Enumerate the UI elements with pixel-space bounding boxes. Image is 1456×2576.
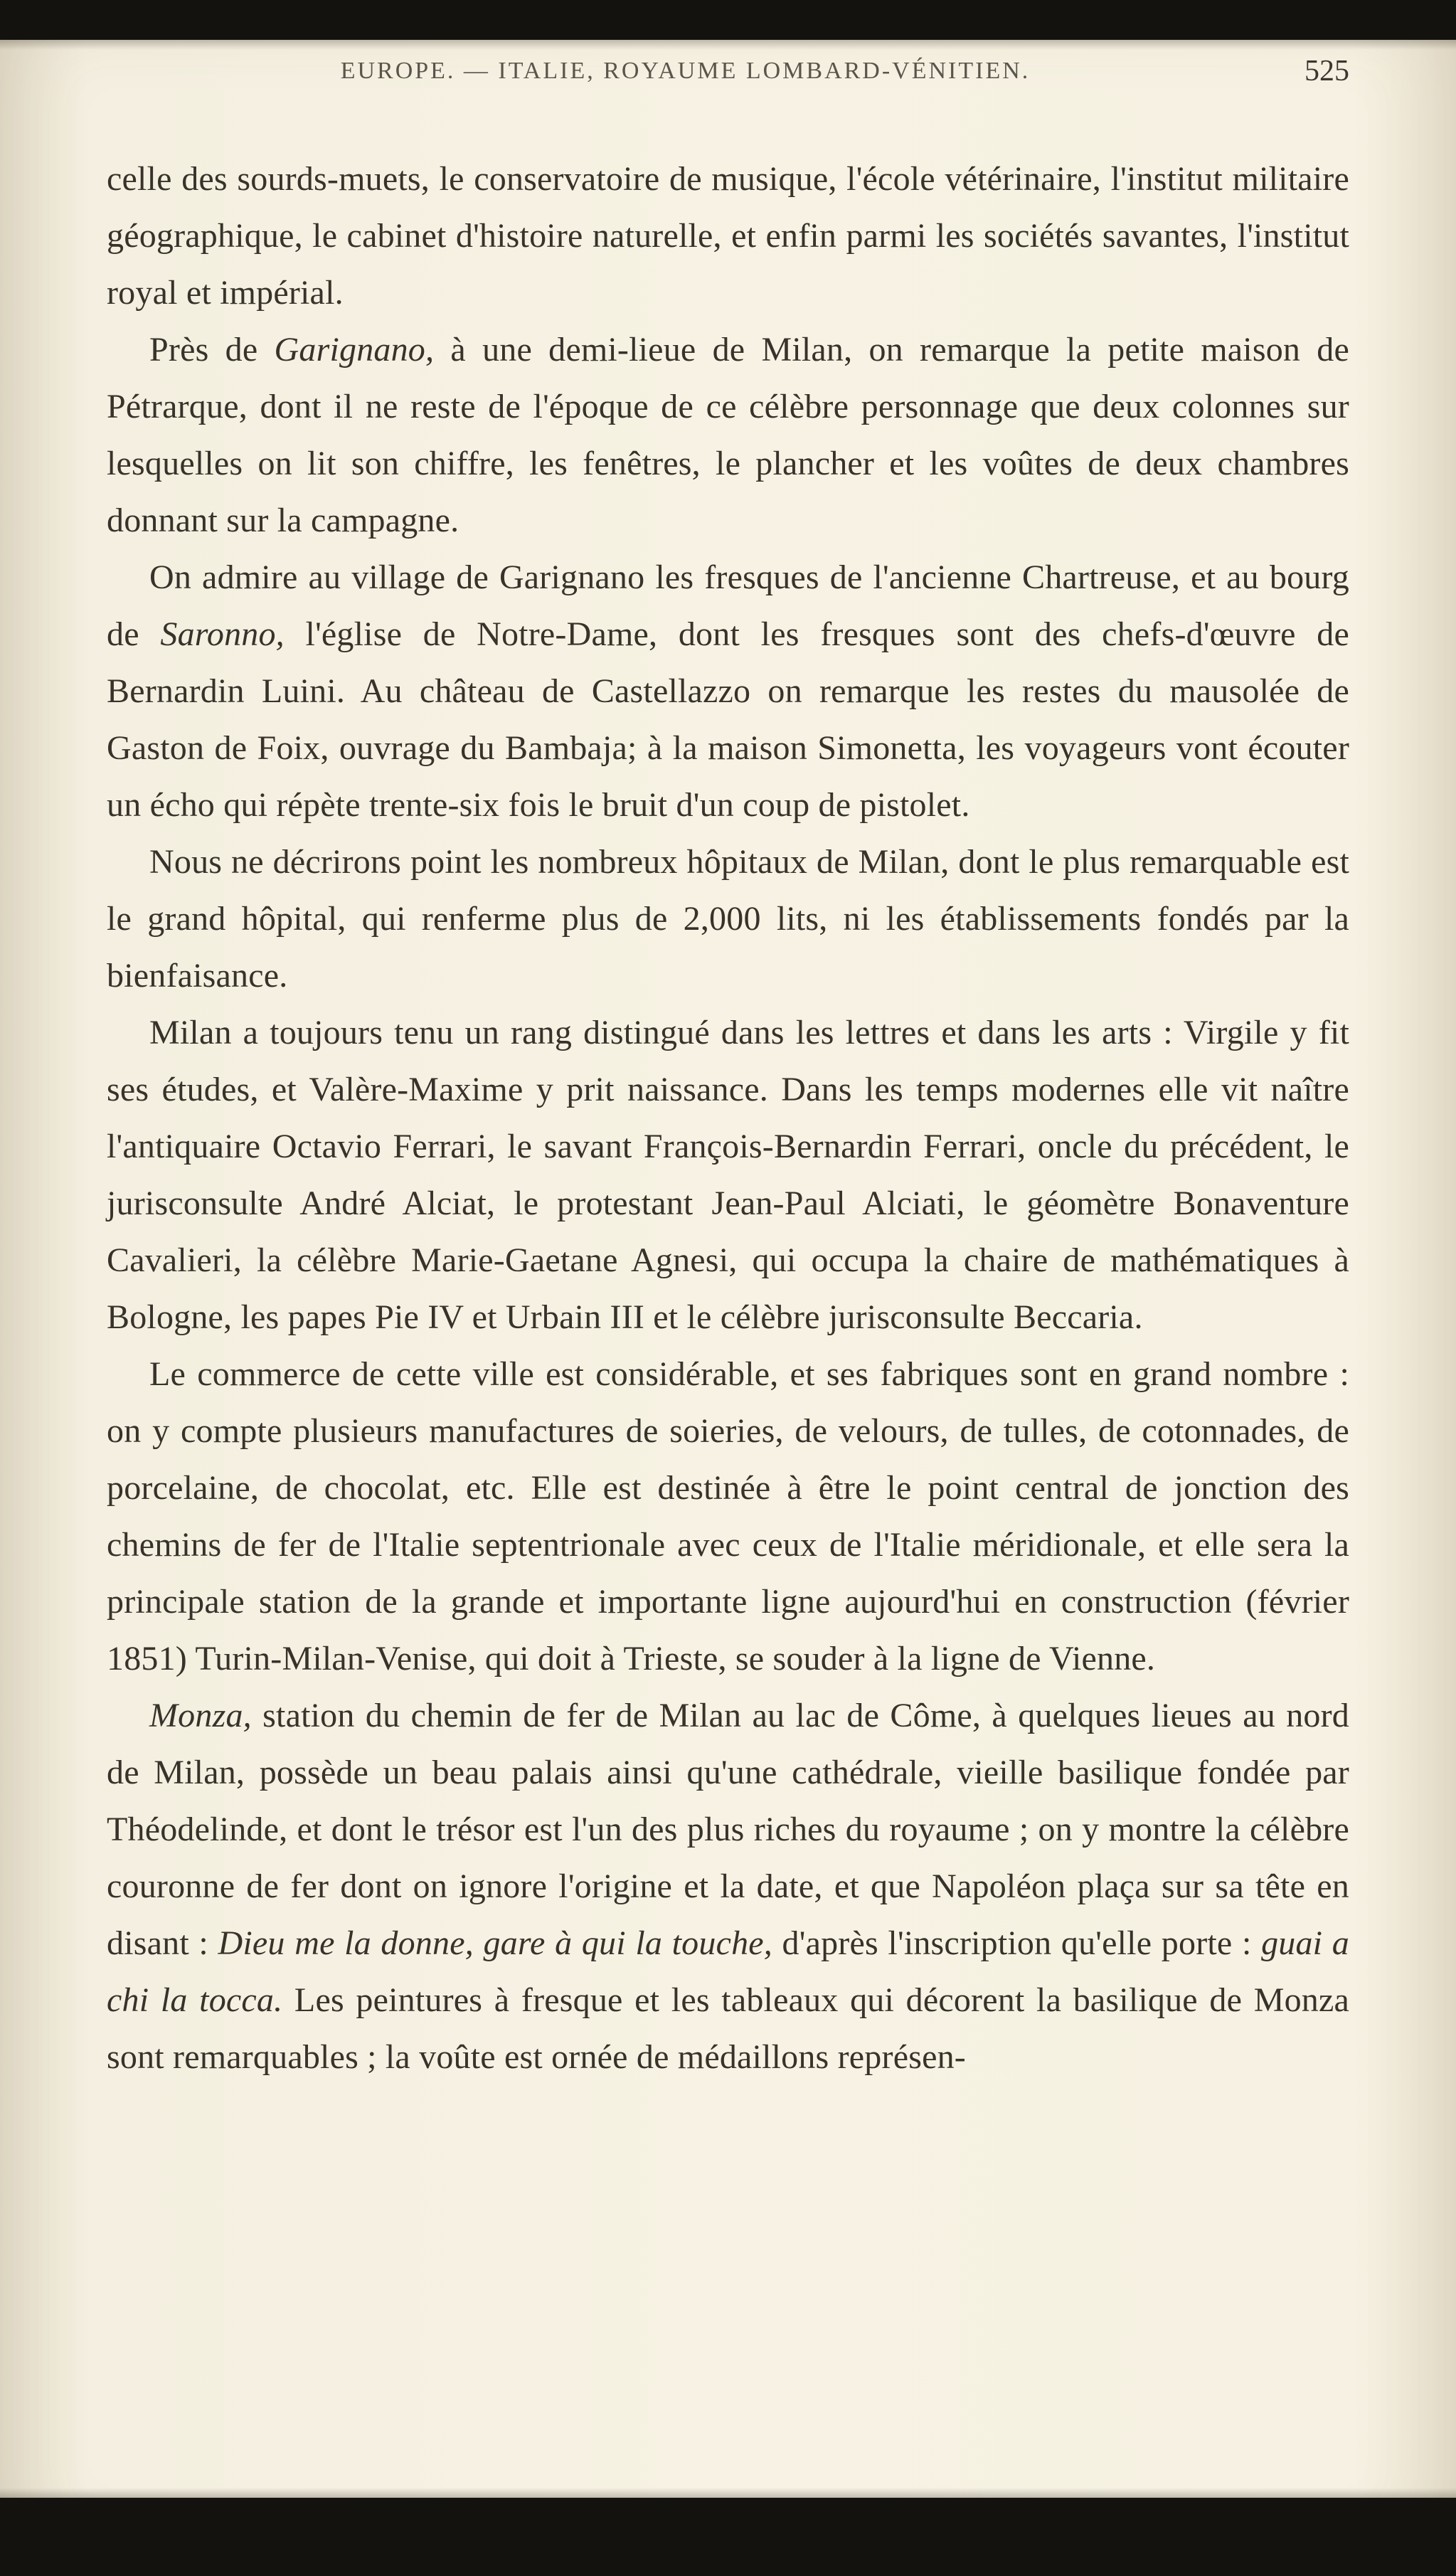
running-title: EUROPE. — ITALIE, ROYAUME LOMBARD-VÉNITIEN. (340, 58, 1031, 84)
scan-top-band (0, 0, 1456, 40)
text-segment: à une demi-lieue de Milan, on remarque la petite maison de Pétrarque, dont il ne reste de l'époque de ce célèbre personnage que deux colonnes sur lesquelles on lit son chiffre, les fenêtres, le plancher et les voûtes de deux chambres donnant sur la campagne. (107, 331, 1349, 539)
paragraph (107, 1346, 1349, 1687)
page-text (107, 151, 1349, 2086)
paragraph (107, 1687, 1349, 2086)
text-segment: Près de (149, 331, 275, 369)
text-segment: Milan a toujours tenu un rang distingué dans les lettres et dans les arts : Virgile y fit ses études, et Valère-Maxime y prit naissance. Dans les temps modernes elle vit naître l'antiquaire Octavio Ferrari, le savant François-Bernardin Ferrari, oncle du précédent, le jurisconsulte André Alciat, le protestant Jean-Paul Alciati, le géomètre Bonaventure Cavalieri, la célèbre Marie-Gaetane Agnesi, qui occupa la chaire de mathématiques à Bologne, les papes Pie IV et Urbain III et le célèbre jurisconsulte Beccaria. (107, 1014, 1349, 1336)
text-segment: Les peintures à fresque et les tableaux qui décorent la basilique de Monza sont remarquables ; la voûte est ornée de médaillons représen- (107, 1981, 1349, 2076)
paragraph (107, 322, 1349, 549)
paragraph (107, 151, 1349, 322)
paragraph (107, 1005, 1349, 1346)
scan-bottom-band (0, 2498, 1456, 2576)
paragraph (107, 834, 1349, 1005)
page-header (107, 51, 1349, 91)
text-segment-italic: Monza, (149, 1697, 252, 1734)
page-number: 525 (1304, 55, 1349, 88)
text-segment-italic: guai a chi la tocca. (107, 1924, 1349, 2019)
text-segment-italic: Dieu me la donne, gare à qui la touche, (218, 1924, 772, 1962)
paragraph (107, 549, 1349, 834)
text-segment: Nous ne décrirons point les nombreux hôpitaux de Milan, dont le plus remarquable est le grand hôpital, qui renferme plus de 2,000 lits, ni les établissements fondés par la bienfaisance. (107, 843, 1349, 995)
text-segment-italic: Saronno, (160, 615, 285, 653)
text-segment: celle des sourds-muets, le conservatoire de musique, l'école vétérinaire, l'institut militaire géographique, le cabinet d'histoire naturelle, et enfin parmi les sociétés savantes, l'institut royal et impérial. (107, 160, 1349, 312)
text-segment: On admire au village de Garignano les fresques de l'ancienne Chartreuse, et au bourg de (107, 558, 1349, 653)
text-segment: Le commerce de cette ville est considérable, et ses fabriques sont en grand nombre : on y compte plusieurs manufactures de soieries, de velours, de tulles, de cotonnades, de porcelaine, de chocolat, etc. Elle est destinée à être le point central de jonction des chemins de fer de l'Italie septentrionale avec ceux de l'Italie méridionale, et elle sera la principale station de la grande et importante ligne aujourd'hui en construction (février 1851) Turin-Milan-Venise, qui doit à Trieste, se souder à la ligne de Vienne. (107, 1355, 1349, 1677)
text-segment: d'après l'inscription qu'elle porte : (772, 1924, 1262, 1962)
text-segment: l'église de Notre-Dame, dont les fresques sont des chefs-d'œuvre de Bernardin Luini. Au château de Castellazzo on remarque les restes du mausolée de Gaston de Foix, ouvrage du Bambaja; à la maison Simonetta, les voyageurs vont écouter un écho qui répète trente-six fois le bruit d'un coup de pistolet. (107, 615, 1349, 824)
text-segment-italic: Garignano, (274, 331, 435, 369)
text-segment: station du chemin de fer de Milan au lac de Côme, à quelques lieues au nord de Milan, possède un beau palais ainsi qu'une cathédrale, vieille basilique fondée par Théodelinde, et dont le trésor est l'un des plus riches du royaume ; on y montre la célèbre couronne de fer dont on ignore l'origine et la date, et que Napoléon plaça sur sa tête en disant : (107, 1697, 1349, 1962)
